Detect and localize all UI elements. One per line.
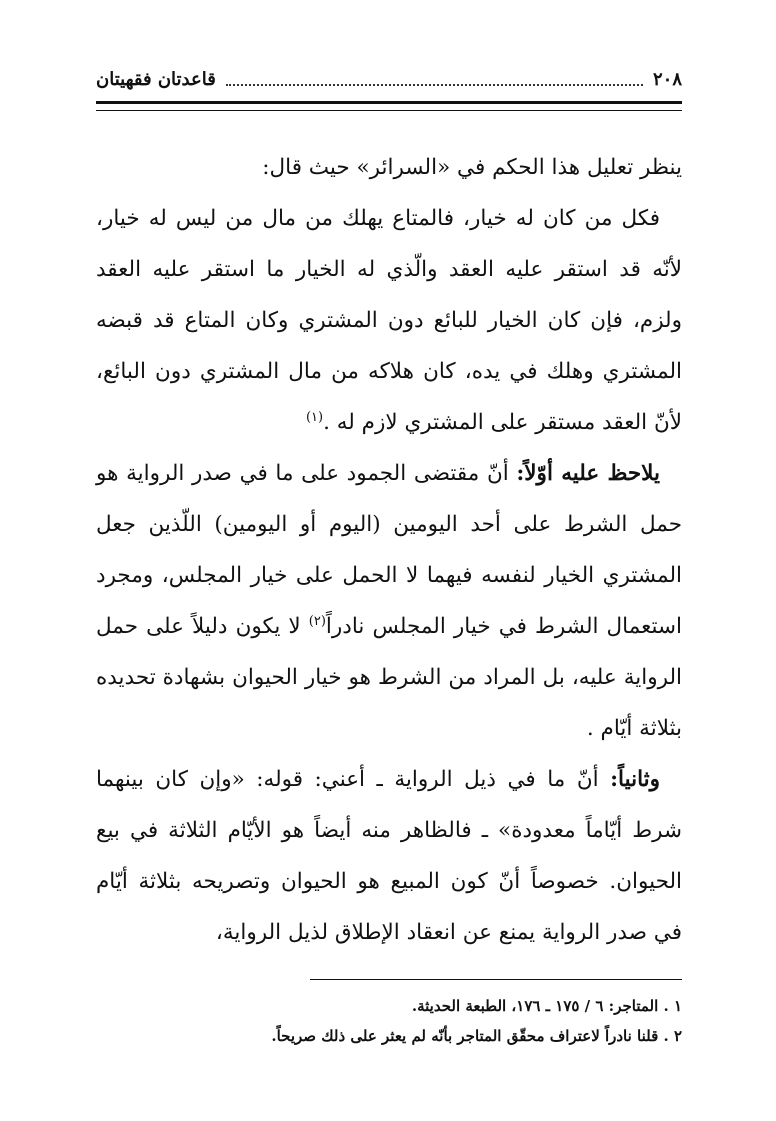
first-remark-tail: لا يكون دليلاً على حمل الرواية عليه، بل المراد من الشرط هو خيار الحيوان بشهادة تحديده بثلاثة أيّام . [96, 614, 682, 741]
header-leader-dots [226, 84, 643, 86]
first-remark-lead: يلاحظ عليه أوّلاً: [516, 461, 660, 486]
paragraph-first-remark [96, 448, 682, 754]
footnote-ref-2[interactable]: (٢) [308, 613, 326, 629]
intro-text: ينظر تعليل هذا الحكم في «السرائر» حيث قال: [262, 155, 682, 180]
footnote-1: ١ . المتاجر: ٦ / ١٧٥ ـ ١٧٦، الطبعة الحديثة. [411, 997, 682, 1015]
second-remark-text: أنّ ما في ذيل الرواية ـ أعني: قوله: «وإن كان بينهما شرط أيّاماً معدودة» ـ فالظاهر منه أيضاً هو الأيّام الثلاثة في بيع الحيوان. خصوصاً أنّ كون المبيع هو الحيوان وتصريحه بثلاثة أيّام في صدر الرواية يمنع عن انعقاد الإطلاق لذيل الرواية، [96, 767, 682, 945]
second-remark-lead: وثانياً: [610, 767, 660, 792]
footnote-2: ٢ . قلنا نادراً لاعتراف محقّق المتاجر بأنّه لم يعثر على ذلك صريحاً. [271, 1027, 682, 1045]
header-rule-thick [96, 101, 682, 104]
header-rule-thin [96, 110, 682, 111]
book-title: قاعدتان فقهيتان [96, 68, 216, 90]
footnote-separator [310, 979, 682, 980]
main-text [96, 142, 682, 958]
paragraph-quote [96, 193, 682, 448]
paragraph-second-remark [96, 754, 682, 958]
quote-text: فكل من كان له خيار، فالمتاع يهلك من مال من ليس له خيار، لأنّه قد استقر عليه العقد والّذي له الخيار ما استقر عليه العقد ولزم، فإن كان الخيار للبائع دون المشتري وكان المتاع قد قبضه المشتري وهلك في يده، كان هلاكه من مال المشتري دون البائع، لأنّ العقد مستقر على المشتري لازم له . [96, 206, 682, 435]
footnotes [96, 991, 682, 1051]
paragraph-intro [96, 142, 682, 193]
running-header [96, 62, 682, 96]
first-remark-text: أنّ مقتضى الجمود على ما في صدر الرواية هو حمل الشرط على أحد اليومين (اليوم أو اليومين) اللّذين جعل المشتري الخيار لنفسه فيهما لا الحمل على خيار المجلس، ومجرد استعمال الشرط في خيار المجلس نادراً [96, 461, 683, 639]
page-number: ٢٠٨ [652, 68, 682, 90]
footnote-ref-1[interactable]: (١) [305, 409, 324, 425]
